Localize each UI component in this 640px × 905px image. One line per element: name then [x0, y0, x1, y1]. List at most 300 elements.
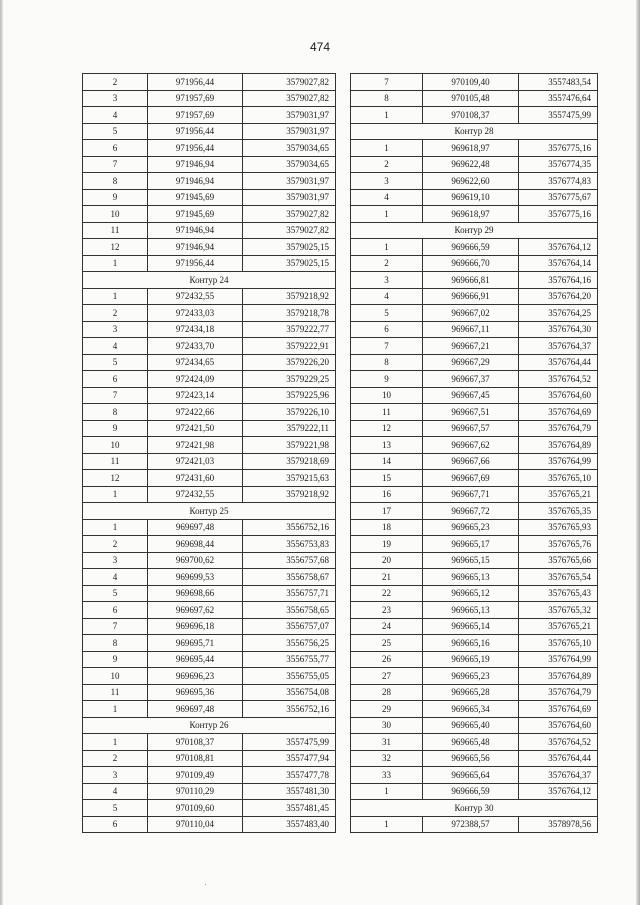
y-coordinate-cell: 3579218,78 [243, 305, 336, 322]
x-coordinate-cell: 969622,60 [423, 173, 519, 190]
point-number-cell: 17 [351, 503, 423, 520]
table-row [351, 783, 598, 800]
x-coordinate-cell: 969667,21 [423, 338, 519, 355]
y-coordinate-cell: 3557483,40 [243, 816, 336, 833]
x-coordinate-cell: 969619,10 [423, 189, 519, 206]
point-number-cell: 10 [351, 387, 423, 404]
y-coordinate-cell: 3557477,78 [243, 767, 336, 784]
y-coordinate-cell: 3579218,92 [243, 486, 336, 503]
y-coordinate-cell: 3576775,16 [519, 140, 598, 157]
contour-title: Контур 28 [351, 123, 598, 140]
table-row [83, 321, 336, 338]
table-row [351, 173, 598, 190]
x-coordinate-cell: 971956,44 [148, 255, 243, 272]
y-coordinate-cell: 3576764,89 [519, 668, 598, 685]
contour-header-row [83, 717, 336, 734]
point-number-cell: 6 [83, 816, 148, 833]
y-coordinate-cell: 3579031,97 [243, 107, 336, 124]
table-row [351, 156, 598, 173]
point-number-cell: 6 [83, 371, 148, 388]
table-row [351, 305, 598, 322]
point-number-cell: 24 [351, 618, 423, 635]
x-coordinate-cell: 969622,48 [423, 156, 519, 173]
x-coordinate-cell: 971956,44 [148, 74, 243, 91]
y-coordinate-cell: 3576765,66 [519, 552, 598, 569]
y-coordinate-cell: 3579027,82 [243, 222, 336, 239]
point-number-cell: 4 [83, 107, 148, 124]
y-coordinate-cell: 3576764,69 [519, 701, 598, 718]
table-row [351, 272, 598, 289]
table-row [351, 701, 598, 718]
y-coordinate-cell: 3576764,12 [519, 239, 598, 256]
table-row [351, 750, 598, 767]
x-coordinate-cell: 969665,13 [423, 602, 519, 619]
table-row [351, 734, 598, 751]
x-coordinate-cell: 969665,40 [423, 717, 519, 734]
x-coordinate-cell: 969697,62 [148, 602, 243, 619]
x-coordinate-cell: 971946,94 [148, 239, 243, 256]
y-coordinate-cell: 3556758,65 [243, 602, 336, 619]
point-number-cell: 7 [351, 74, 423, 91]
x-coordinate-cell: 969695,44 [148, 651, 243, 668]
x-coordinate-cell: 969665,19 [423, 651, 519, 668]
y-coordinate-cell: 3579034,65 [243, 156, 336, 173]
coordinates-table-right-body [351, 74, 598, 833]
y-coordinate-cell: 3576764,99 [519, 453, 598, 470]
x-coordinate-cell: 971946,94 [148, 222, 243, 239]
x-coordinate-cell: 972433,03 [148, 305, 243, 322]
x-coordinate-cell: 969695,36 [148, 684, 243, 701]
table-row [351, 602, 598, 619]
y-coordinate-cell: 3579025,15 [243, 255, 336, 272]
table-row [83, 734, 336, 751]
y-coordinate-cell: 3579225,96 [243, 387, 336, 404]
table-row [351, 536, 598, 553]
point-number-cell: 4 [83, 783, 148, 800]
point-number-cell: 1 [351, 140, 423, 157]
y-coordinate-cell: 3556755,05 [243, 668, 336, 685]
table-row [351, 717, 598, 734]
y-coordinate-cell: 3576765,10 [519, 470, 598, 487]
x-coordinate-cell: 970110,04 [148, 816, 243, 833]
table-row [83, 90, 336, 107]
x-coordinate-cell: 969665,16 [423, 635, 519, 652]
y-coordinate-cell: 3576765,21 [519, 618, 598, 635]
x-coordinate-cell: 970109,40 [423, 74, 519, 91]
table-row [351, 387, 598, 404]
table-row [351, 420, 598, 437]
point-number-cell: 12 [351, 420, 423, 437]
y-coordinate-cell: 3576764,89 [519, 437, 598, 454]
y-coordinate-cell: 3579218,92 [243, 288, 336, 305]
point-number-cell: 32 [351, 750, 423, 767]
y-coordinate-cell: 3557475,99 [519, 107, 598, 124]
table-row [351, 618, 598, 635]
y-coordinate-cell: 3576765,76 [519, 536, 598, 553]
point-number-cell: 14 [351, 453, 423, 470]
table-row [351, 189, 598, 206]
y-coordinate-cell: 3576764,44 [519, 750, 598, 767]
table-row [83, 519, 336, 536]
x-coordinate-cell: 969665,14 [423, 618, 519, 635]
point-number-cell: 5 [83, 585, 148, 602]
y-coordinate-cell: 3579229,25 [243, 371, 336, 388]
y-coordinate-cell: 3576764,52 [519, 371, 598, 388]
point-number-cell: 2 [83, 750, 148, 767]
contour-title: Контур 25 [83, 503, 336, 520]
y-coordinate-cell: 3576765,43 [519, 585, 598, 602]
point-number-cell: 8 [351, 90, 423, 107]
table-row [351, 585, 598, 602]
table-row [351, 651, 598, 668]
y-coordinate-cell: 3576764,44 [519, 354, 598, 371]
y-coordinate-cell: 3557477,94 [243, 750, 336, 767]
point-number-cell: 8 [83, 404, 148, 421]
point-number-cell: 4 [351, 189, 423, 206]
table-row [83, 387, 336, 404]
point-number-cell: 30 [351, 717, 423, 734]
table-row [351, 569, 598, 586]
table-row [351, 486, 598, 503]
point-number-cell: 4 [83, 338, 148, 355]
point-number-cell: 2 [351, 255, 423, 272]
point-number-cell: 10 [83, 206, 148, 223]
y-coordinate-cell: 3579221,98 [243, 437, 336, 454]
x-coordinate-cell: 969695,71 [148, 635, 243, 652]
table-row [351, 767, 598, 784]
y-coordinate-cell: 3576764,79 [519, 420, 598, 437]
point-number-cell: 1 [83, 734, 148, 751]
point-number-cell: 8 [351, 354, 423, 371]
y-coordinate-cell: 3557481,45 [243, 800, 336, 817]
y-coordinate-cell: 3556755,77 [243, 651, 336, 668]
table-row [83, 239, 336, 256]
x-coordinate-cell: 971956,44 [148, 140, 243, 157]
point-number-cell: 8 [83, 173, 148, 190]
y-coordinate-cell: 3576764,99 [519, 651, 598, 668]
x-coordinate-cell: 969667,72 [423, 503, 519, 520]
y-coordinate-cell: 3576765,54 [519, 569, 598, 586]
table-row [83, 156, 336, 173]
point-number-cell: 22 [351, 585, 423, 602]
y-coordinate-cell: 3576764,20 [519, 288, 598, 305]
point-number-cell: 6 [83, 602, 148, 619]
point-number-cell: 11 [83, 222, 148, 239]
x-coordinate-cell: 969665,13 [423, 569, 519, 586]
x-coordinate-cell: 969697,48 [148, 519, 243, 536]
y-coordinate-cell: 3576774,83 [519, 173, 598, 190]
y-coordinate-cell: 3579222,91 [243, 338, 336, 355]
contour-title: Контур 29 [351, 222, 598, 239]
point-number-cell: 1 [351, 816, 423, 833]
contour-header-row [83, 272, 336, 289]
y-coordinate-cell: 3556753,83 [243, 536, 336, 553]
x-coordinate-cell: 972421,50 [148, 420, 243, 437]
table-row [351, 453, 598, 470]
table-row [83, 338, 336, 355]
y-coordinate-cell: 3556756,25 [243, 635, 336, 652]
table-row [83, 651, 336, 668]
point-number-cell: 10 [83, 437, 148, 454]
table-row [83, 189, 336, 206]
point-number-cell: 3 [83, 552, 148, 569]
point-number-cell: 7 [83, 156, 148, 173]
point-number-cell: 5 [83, 123, 148, 140]
x-coordinate-cell: 972434,18 [148, 321, 243, 338]
table-row [83, 684, 336, 701]
y-coordinate-cell: 3579031,97 [243, 123, 336, 140]
x-coordinate-cell: 969667,45 [423, 387, 519, 404]
x-coordinate-cell: 969667,66 [423, 453, 519, 470]
point-number-cell: 9 [83, 189, 148, 206]
contour-header-row [351, 123, 598, 140]
table-row [83, 206, 336, 223]
point-number-cell: 21 [351, 569, 423, 586]
table-row [351, 239, 598, 256]
table-row [351, 552, 598, 569]
table-row [83, 486, 336, 503]
contour-title: Контур 30 [351, 800, 598, 817]
x-coordinate-cell: 971956,44 [148, 123, 243, 140]
point-number-cell: 1 [83, 701, 148, 718]
point-number-cell: 5 [83, 354, 148, 371]
scan-edge-left [0, 0, 3, 905]
y-coordinate-cell: 3578978,56 [519, 816, 598, 833]
y-coordinate-cell: 3557483,54 [519, 74, 598, 91]
y-coordinate-cell: 3579226,20 [243, 354, 336, 371]
table-row [351, 74, 598, 91]
table-row [351, 503, 598, 520]
table-row [83, 140, 336, 157]
y-coordinate-cell: 3579027,82 [243, 90, 336, 107]
point-number-cell: 1 [351, 783, 423, 800]
x-coordinate-cell: 970108,81 [148, 750, 243, 767]
x-coordinate-cell: 970109,60 [148, 800, 243, 817]
y-coordinate-cell: 3579222,77 [243, 321, 336, 338]
x-coordinate-cell: 972424,09 [148, 371, 243, 388]
x-coordinate-cell: 969667,71 [423, 486, 519, 503]
y-coordinate-cell: 3576764,52 [519, 734, 598, 751]
x-coordinate-cell: 972434,65 [148, 354, 243, 371]
x-coordinate-cell: 969700,62 [148, 552, 243, 569]
x-coordinate-cell: 972421,98 [148, 437, 243, 454]
coordinates-table-right [350, 73, 598, 833]
x-coordinate-cell: 970108,37 [148, 734, 243, 751]
x-coordinate-cell: 969665,28 [423, 684, 519, 701]
table-row [83, 354, 336, 371]
y-coordinate-cell: 3556757,68 [243, 552, 336, 569]
y-coordinate-cell: 3576764,25 [519, 305, 598, 322]
x-coordinate-cell: 969667,62 [423, 437, 519, 454]
table-row [83, 552, 336, 569]
coordinates-table-left-body [83, 74, 336, 833]
point-number-cell: 13 [351, 437, 423, 454]
y-coordinate-cell: 3576765,21 [519, 486, 598, 503]
y-coordinate-cell: 3576774,35 [519, 156, 598, 173]
table-row [351, 90, 598, 107]
x-coordinate-cell: 971946,94 [148, 173, 243, 190]
y-coordinate-cell: 3556752,16 [243, 519, 336, 536]
point-number-cell: 2 [351, 156, 423, 173]
point-number-cell: 19 [351, 536, 423, 553]
point-number-cell: 28 [351, 684, 423, 701]
x-coordinate-cell: 971957,69 [148, 107, 243, 124]
x-coordinate-cell: 970105,48 [423, 90, 519, 107]
table-row [83, 750, 336, 767]
point-number-cell: 11 [83, 684, 148, 701]
x-coordinate-cell: 969698,66 [148, 585, 243, 602]
table-row [83, 783, 336, 800]
scan-edge-right [636, 0, 640, 905]
point-number-cell: 11 [83, 453, 148, 470]
table-row [83, 602, 336, 619]
y-coordinate-cell: 3576764,37 [519, 338, 598, 355]
y-coordinate-cell: 3576765,32 [519, 602, 598, 619]
contour-header-row [83, 503, 336, 520]
point-number-cell: 7 [83, 618, 148, 635]
x-coordinate-cell: 969696,23 [148, 668, 243, 685]
point-number-cell: 1 [83, 519, 148, 536]
y-coordinate-cell: 3576764,60 [519, 387, 598, 404]
table-row [83, 618, 336, 635]
y-coordinate-cell: 3576764,16 [519, 272, 598, 289]
point-number-cell: 1 [351, 239, 423, 256]
y-coordinate-cell: 3576764,30 [519, 321, 598, 338]
x-coordinate-cell: 969665,23 [423, 668, 519, 685]
table-row [83, 816, 336, 833]
point-number-cell: 20 [351, 552, 423, 569]
x-coordinate-cell: 969667,02 [423, 305, 519, 322]
y-coordinate-cell: 3557476,64 [519, 90, 598, 107]
point-number-cell: 23 [351, 602, 423, 619]
x-coordinate-cell: 969665,23 [423, 519, 519, 536]
x-coordinate-cell: 969665,64 [423, 767, 519, 784]
y-coordinate-cell: 3579027,82 [243, 74, 336, 91]
x-coordinate-cell: 971945,69 [148, 189, 243, 206]
x-coordinate-cell: 971946,94 [148, 156, 243, 173]
table-row [351, 140, 598, 157]
table-row [83, 453, 336, 470]
y-coordinate-cell: 3557481,30 [243, 783, 336, 800]
point-number-cell: 29 [351, 701, 423, 718]
x-coordinate-cell: 969665,56 [423, 750, 519, 767]
table-row [83, 437, 336, 454]
point-number-cell: 4 [351, 288, 423, 305]
x-coordinate-cell: 971957,69 [148, 90, 243, 107]
y-coordinate-cell: 3556754,08 [243, 684, 336, 701]
point-number-cell: 1 [83, 486, 148, 503]
table-row [83, 404, 336, 421]
x-coordinate-cell: 969666,59 [423, 239, 519, 256]
y-coordinate-cell: 3576775,67 [519, 189, 598, 206]
table-row [83, 536, 336, 553]
table-row [83, 767, 336, 784]
point-number-cell: 3 [83, 90, 148, 107]
point-number-cell: 3 [83, 767, 148, 784]
x-coordinate-cell: 972423,14 [148, 387, 243, 404]
x-coordinate-cell: 969667,29 [423, 354, 519, 371]
table-row [83, 635, 336, 652]
point-number-cell: 16 [351, 486, 423, 503]
x-coordinate-cell: 969665,15 [423, 552, 519, 569]
y-coordinate-cell: 3579031,97 [243, 189, 336, 206]
y-coordinate-cell: 3579218,69 [243, 453, 336, 470]
y-coordinate-cell: 3576764,14 [519, 255, 598, 272]
x-coordinate-cell: 969665,17 [423, 536, 519, 553]
table-row [351, 668, 598, 685]
y-coordinate-cell: 3576764,79 [519, 684, 598, 701]
point-number-cell: 2 [83, 536, 148, 553]
table-row [83, 255, 336, 272]
table-row [351, 255, 598, 272]
x-coordinate-cell: 969699,53 [148, 569, 243, 586]
x-coordinate-cell: 969697,48 [148, 701, 243, 718]
point-number-cell: 18 [351, 519, 423, 536]
point-number-cell: 1 [351, 206, 423, 223]
point-number-cell: 26 [351, 651, 423, 668]
y-coordinate-cell: 3579222,11 [243, 420, 336, 437]
y-coordinate-cell: 3576775,16 [519, 206, 598, 223]
scan-speck [205, 884, 206, 885]
y-coordinate-cell: 3576764,69 [519, 404, 598, 421]
table-row [83, 420, 336, 437]
x-coordinate-cell: 969618,97 [423, 140, 519, 157]
x-coordinate-cell: 969698,44 [148, 536, 243, 553]
table-row [83, 585, 336, 602]
y-coordinate-cell: 3576764,37 [519, 767, 598, 784]
x-coordinate-cell: 969618,97 [423, 206, 519, 223]
table-row [83, 701, 336, 718]
y-coordinate-cell: 3556758,67 [243, 569, 336, 586]
x-coordinate-cell: 972432,55 [148, 288, 243, 305]
x-coordinate-cell: 969666,91 [423, 288, 519, 305]
x-coordinate-cell: 972433,70 [148, 338, 243, 355]
point-number-cell: 9 [83, 651, 148, 668]
y-coordinate-cell: 3579025,15 [243, 239, 336, 256]
point-number-cell: 7 [83, 387, 148, 404]
point-number-cell: 10 [83, 668, 148, 685]
x-coordinate-cell: 970110,29 [148, 783, 243, 800]
point-number-cell: 12 [83, 239, 148, 256]
point-number-cell: 2 [83, 305, 148, 322]
x-coordinate-cell: 969665,48 [423, 734, 519, 751]
table-row [83, 74, 336, 91]
point-number-cell: 1 [83, 288, 148, 305]
point-number-cell: 9 [83, 420, 148, 437]
x-coordinate-cell: 972421,03 [148, 453, 243, 470]
x-coordinate-cell: 969666,70 [423, 255, 519, 272]
point-number-cell: 6 [351, 321, 423, 338]
table-row [351, 321, 598, 338]
table-row [83, 107, 336, 124]
x-coordinate-cell: 969667,51 [423, 404, 519, 421]
table-row [351, 288, 598, 305]
y-coordinate-cell: 3576764,60 [519, 717, 598, 734]
table-row [351, 206, 598, 223]
x-coordinate-cell: 969666,81 [423, 272, 519, 289]
table-row [351, 107, 598, 124]
table-row [83, 470, 336, 487]
contour-title: Контур 26 [83, 717, 336, 734]
contour-header-row [351, 222, 598, 239]
table-row [83, 668, 336, 685]
point-number-cell: 7 [351, 338, 423, 355]
y-coordinate-cell: 3579034,65 [243, 140, 336, 157]
table-row [351, 354, 598, 371]
x-coordinate-cell: 971945,69 [148, 206, 243, 223]
y-coordinate-cell: 3576764,12 [519, 783, 598, 800]
y-coordinate-cell: 3556757,07 [243, 618, 336, 635]
